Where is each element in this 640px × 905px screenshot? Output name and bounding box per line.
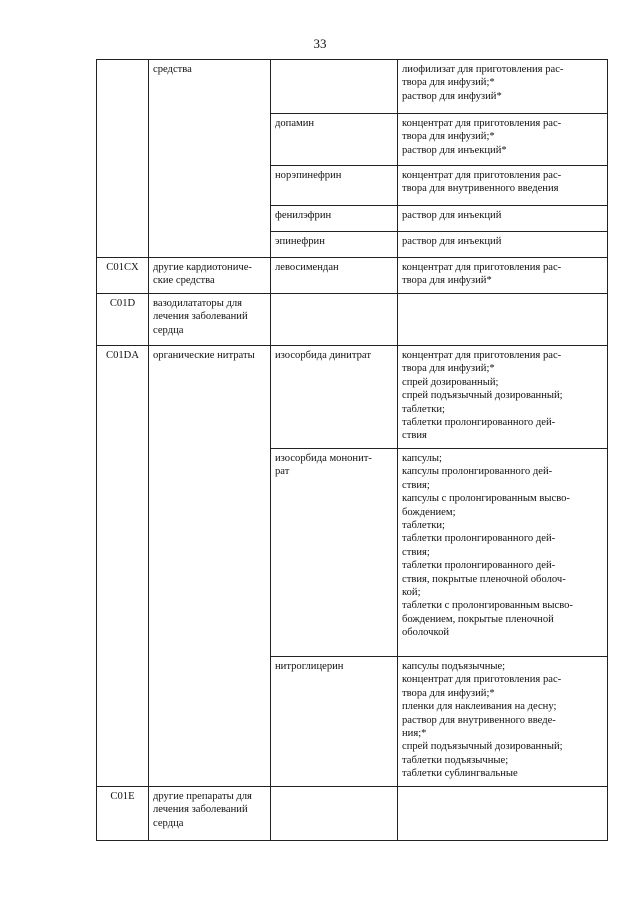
substance-cell: [271, 258, 398, 294]
table-row: [97, 346, 608, 449]
drug-table-body: [97, 60, 608, 841]
atc-code-cell: C01DA: [97, 346, 149, 787]
atc-code-cell: C01CX: [97, 258, 149, 294]
dosage-form-line: твора для инфузий;*: [402, 77, 495, 89]
substance-cell: [271, 232, 398, 258]
dosage-form-line: твора для инфузий;*: [402, 687, 495, 699]
dosage-form-line: оболочкой: [402, 627, 450, 639]
group-line: другие кардиотониче-: [153, 262, 252, 273]
dosage-form-line: ствия;: [402, 479, 430, 491]
dosage-form-line: концентрат для приготовления рас-: [402, 118, 562, 129]
group-line: лечения заболеваний: [153, 311, 248, 323]
substance-line: допамин: [275, 118, 315, 129]
substance-cell: [271, 294, 398, 346]
dosage-form-line: ствия;: [402, 546, 430, 558]
forms-cell: [398, 232, 608, 258]
dosage-form-line: раствор для внутривенного введе-: [402, 714, 556, 726]
group-cell: [149, 787, 271, 841]
dosage-form-line: кой;: [402, 587, 421, 599]
substance-cell: [271, 166, 398, 206]
substance-cell: [271, 449, 398, 657]
forms-cell: [398, 60, 608, 114]
substance-line: норэпинефрин: [275, 170, 342, 181]
substance-line: фенилэфрин: [275, 210, 332, 221]
dosage-form-line: таблетки с пролонгированным высво-: [402, 600, 573, 612]
group-cell: [149, 258, 271, 294]
dosage-form-line: раствор для инъекций: [402, 210, 502, 221]
group-line: лечения заболеваний: [153, 804, 248, 816]
dosage-form-line: раствор для инъекций*: [402, 144, 507, 156]
substance-line: нитроглицерин: [275, 661, 344, 672]
group-line: ские средства: [153, 275, 215, 287]
dosage-form-line: концентрат для приготовления рас-: [402, 674, 562, 686]
substance-cell: [271, 787, 398, 841]
dosage-form-line: твора для инфузий*: [402, 275, 492, 287]
dosage-form-line: раствор для инфузий*: [402, 90, 502, 102]
dosage-form-line: капсулы пролонгированного дей-: [402, 466, 553, 478]
substance-line: рат: [275, 466, 290, 478]
substance-line: эпинефрин: [275, 236, 325, 247]
dosage-form-line: пленки для наклеивания на десну;: [402, 701, 557, 713]
dosage-form-line: таблетки;: [402, 403, 445, 415]
forms-cell: [398, 206, 608, 232]
forms-cell: [398, 346, 608, 449]
table-row: [97, 60, 608, 114]
group-cell: [149, 294, 271, 346]
forms-cell: [398, 166, 608, 206]
dosage-form-line: бождением;: [402, 506, 456, 518]
dosage-form-line: спрей подъязычный дозированный;: [402, 741, 563, 753]
dosage-form-line: твора для внутривенного введения: [402, 183, 559, 195]
substance-cell: [271, 206, 398, 232]
dosage-form-line: таблетки;: [402, 520, 445, 532]
substance-line: изосорбида динитрат: [275, 350, 371, 361]
atc-code-cell: C01D: [97, 294, 149, 346]
substance-line: изосорбида мононит-: [275, 453, 372, 464]
group-line: сердца: [153, 324, 184, 336]
atc-code-cell: [97, 60, 149, 258]
table-row: [97, 258, 608, 294]
dosage-form-line: твора для инфузий;*: [402, 131, 495, 143]
dosage-form-line: капсулы;: [402, 453, 442, 464]
atc-code-cell: C01E: [97, 787, 149, 841]
dosage-form-line: таблетки сублингвальные: [402, 768, 518, 780]
dosage-form-line: таблетки пролонгированного дей-: [402, 417, 556, 429]
group-line: органические нитраты: [153, 350, 255, 361]
group-line: сердца: [153, 817, 184, 829]
forms-cell: [398, 787, 608, 841]
dosage-form-line: концентрат для приготовления рас-: [402, 170, 562, 181]
table-row: [97, 787, 608, 841]
forms-cell: [398, 114, 608, 166]
forms-cell: [398, 449, 608, 657]
dosage-form-line: спрей подъязычный дозированный;: [402, 390, 563, 402]
drug-table: [96, 59, 608, 841]
substance-line: левосимендан: [275, 262, 339, 273]
dosage-form-line: ствия, покрытые пленочной оболоч-: [402, 573, 566, 585]
dosage-form-line: таблетки пролонгированного дей-: [402, 560, 556, 572]
dosage-form-line: ния;*: [402, 728, 427, 740]
group-line: вазодилататоры для: [153, 298, 243, 309]
dosage-form-line: таблетки подъязычные;: [402, 754, 509, 766]
dosage-form-line: бождением, покрытые пленочной: [402, 613, 554, 625]
dosage-form-line: раствор для инъекций: [402, 236, 502, 247]
group-line: другие препараты для: [153, 791, 252, 802]
dosage-form-line: спрей дозированный;: [402, 376, 499, 388]
substance-cell: [271, 346, 398, 449]
page-number: 33: [313, 36, 327, 51]
dosage-form-line: концентрат для приготовления рас-: [402, 350, 562, 361]
dosage-form-line: таблетки пролонгированного дей-: [402, 533, 556, 545]
forms-cell: [398, 657, 608, 787]
substance-cell: [271, 114, 398, 166]
dosage-form-line: твора для инфузий;*: [402, 363, 495, 375]
dosage-form-line: капсулы подъязычные;: [402, 661, 506, 672]
substance-cell: [271, 657, 398, 787]
dosage-form-line: капсулы с пролонгированным высво-: [402, 493, 570, 505]
dosage-form-line: лиофилизат для приготовления рас-: [402, 64, 564, 75]
group-cell: [149, 346, 271, 787]
table-row: [97, 294, 608, 346]
forms-cell: [398, 294, 608, 346]
dosage-form-line: ствия: [402, 430, 427, 442]
group-line: средства: [153, 64, 192, 75]
forms-cell: [398, 258, 608, 294]
dosage-form-line: концентрат для приготовления рас-: [402, 262, 562, 273]
group-cell: [149, 60, 271, 258]
substance-cell: [271, 60, 398, 114]
